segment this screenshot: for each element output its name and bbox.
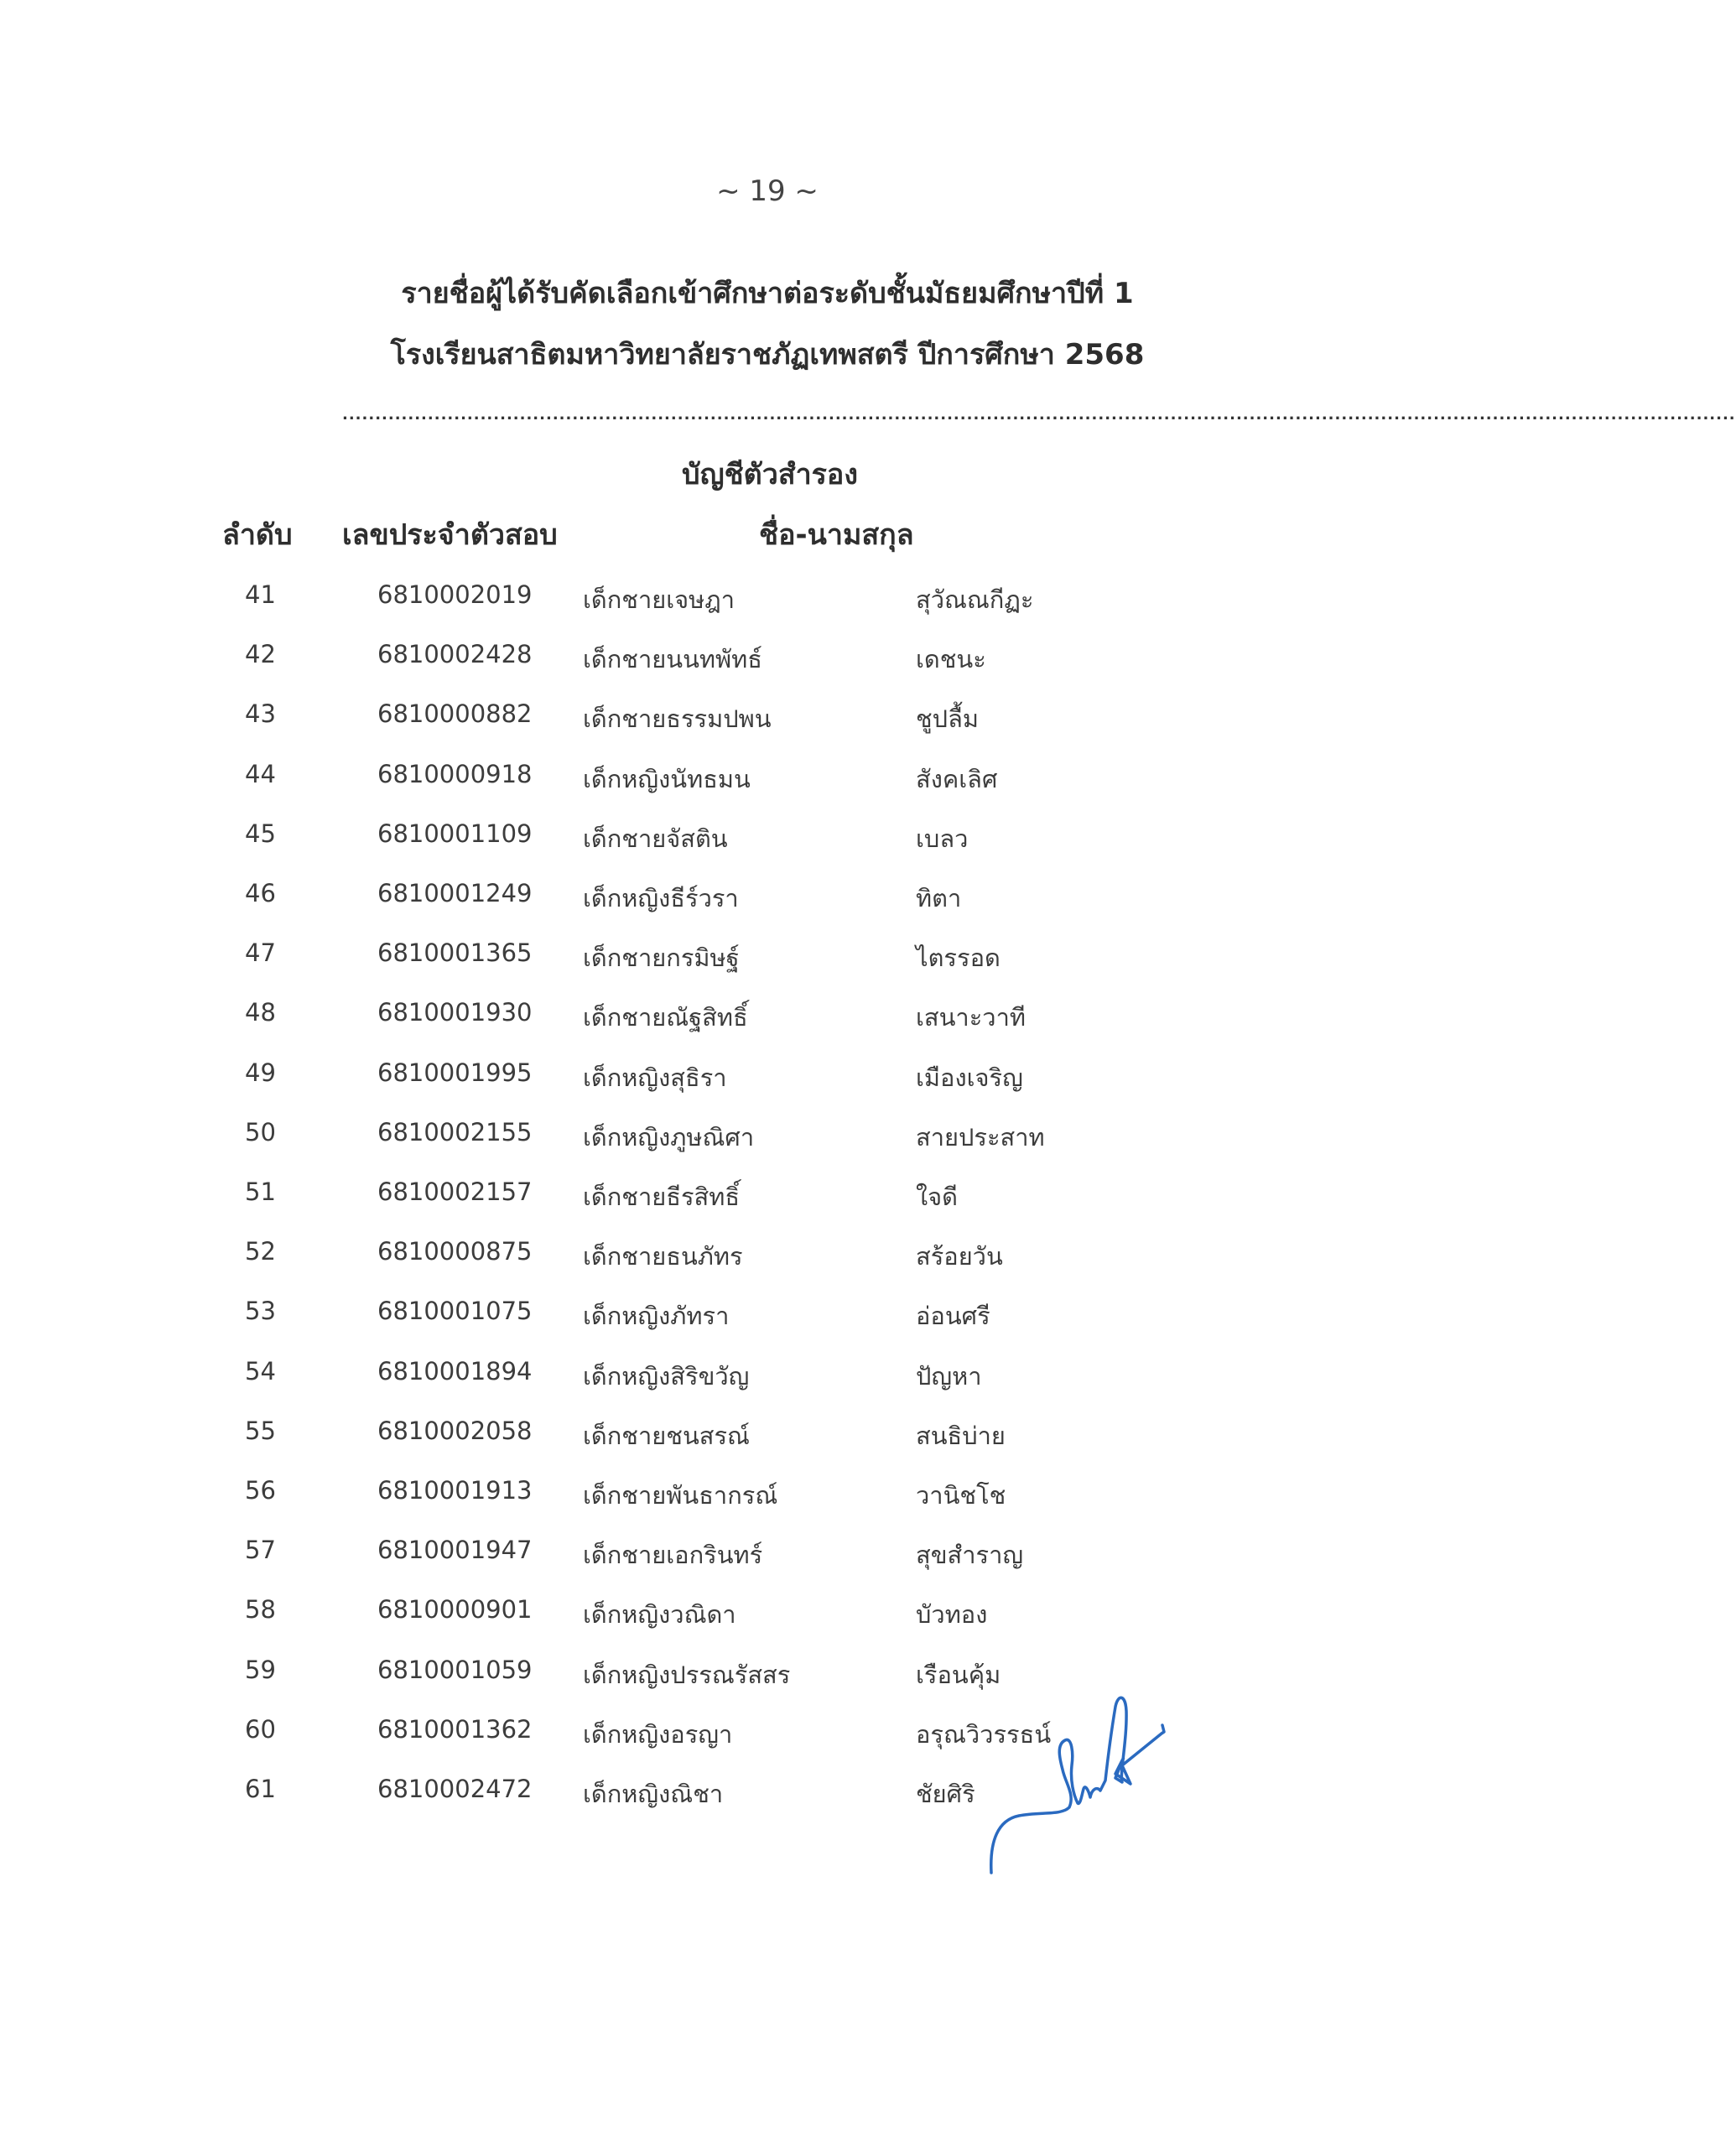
exam-id: 6810001930 <box>377 998 533 1027</box>
last-name: เดชนะ <box>916 645 986 674</box>
first-name: เด็กชายชนสรณ์ <box>583 1421 750 1450</box>
table-row <box>0 1417 1505 1467</box>
row-number: 41 <box>245 580 276 609</box>
row-number: 42 <box>245 640 276 669</box>
document-title-line-2: โรงเรียนสาธิตมหาวิทยาลัยราชภัฏเทพสตรี ปีการศึกษา 2568 <box>390 338 1145 372</box>
row-number: 50 <box>245 1117 276 1146</box>
row-number: 54 <box>245 1356 276 1385</box>
table-row <box>0 1237 1505 1287</box>
table-row <box>0 699 1505 750</box>
first-name: เด็กหญิงสุธิรา <box>583 1063 727 1092</box>
first-name: เด็กชายเจษฎา <box>583 585 735 614</box>
last-name: สุขสำราญ <box>916 1541 1024 1570</box>
column-header-name: ชื่อ-นามสกุล <box>759 518 914 552</box>
first-name: เด็กชายธรรมปพน <box>583 704 772 734</box>
last-name: บัวทอง <box>916 1600 988 1630</box>
row-number: 47 <box>245 938 276 968</box>
dotted-separator: .................................................................................................................................................................................................................... <box>342 406 1736 424</box>
table-row <box>0 640 1505 690</box>
last-name: ชูปลื้ม <box>916 704 979 734</box>
row-number: 45 <box>245 819 276 848</box>
table-row <box>0 1058 1505 1109</box>
first-name: เด็กหญิงณิชา <box>583 1780 724 1808</box>
table-row <box>0 1357 1505 1407</box>
first-name: เด็กชายธีรสิทธิ์ <box>583 1183 741 1211</box>
first-name: เด็กชายณัฐสิทธิ์ <box>583 1003 748 1032</box>
first-name: เด็กหญิงสิริขวัญ <box>583 1361 750 1391</box>
table-row <box>0 1656 1505 1706</box>
row-number: 58 <box>245 1595 276 1625</box>
row-number: 61 <box>245 1775 276 1803</box>
exam-id: 6810002157 <box>377 1177 533 1206</box>
table-row <box>0 998 1505 1048</box>
last-name: ปัญหา <box>916 1361 982 1391</box>
row-number: 59 <box>245 1655 276 1684</box>
last-name: เสนาะวาที <box>916 1003 1026 1032</box>
exam-id: 6810000901 <box>377 1595 533 1625</box>
table-row <box>0 1536 1505 1586</box>
first-name: เด็กหญิงปรรณรัสสร <box>583 1660 791 1689</box>
table-row <box>0 760 1505 810</box>
last-name: ใจดี <box>916 1183 958 1211</box>
row-number: 55 <box>245 1416 276 1445</box>
exam-id: 6810002058 <box>377 1416 533 1445</box>
table-row <box>0 879 1505 929</box>
exam-id: 6810001947 <box>377 1536 533 1565</box>
exam-id: 6810001995 <box>377 1058 533 1087</box>
last-name: อ่อนศรี <box>916 1302 990 1331</box>
row-number: 49 <box>245 1058 276 1087</box>
row-number: 56 <box>245 1476 276 1505</box>
exam-id: 6810001075 <box>377 1297 533 1326</box>
reserve-list-heading: บัญชีตัวสำรอง <box>682 458 858 491</box>
exam-id: 6810000875 <box>377 1237 533 1266</box>
column-header-exam-id: เลขประจำตัวสอบ <box>342 518 558 552</box>
document-title-line-1: รายชื่อผู้ได้รับคัดเลือกเข้าศึกษาต่อระดับชั้นมัธยมศึกษาปีที่ 1 <box>401 277 1134 310</box>
page-number: ~ 19 ~ <box>716 174 819 208</box>
exam-id: 6810001249 <box>377 879 533 907</box>
first-name: เด็กหญิงภูษณิศา <box>583 1122 755 1151</box>
last-name: ทิตา <box>916 884 962 912</box>
first-name: เด็กหญิงอรญา <box>583 1719 733 1749</box>
last-name: สนธิบ่าย <box>916 1421 1006 1450</box>
last-name: เบลว <box>916 824 969 853</box>
row-number: 60 <box>245 1714 276 1744</box>
last-name: ชัยศิริ <box>916 1780 975 1808</box>
exam-id: 6810002155 <box>377 1117 533 1146</box>
exam-id: 6810002428 <box>377 640 533 669</box>
last-name: เรือนคุ้ม <box>916 1660 1001 1689</box>
first-name: เด็กชายธนภัทร <box>583 1242 743 1271</box>
last-name: สังคเลิศ <box>916 764 998 793</box>
last-name: อรุณวิวรรธน์ <box>916 1719 1052 1749</box>
table-row <box>0 580 1505 631</box>
last-name: สร้อยวัน <box>916 1242 1003 1271</box>
table-row <box>0 1118 1505 1168</box>
last-name: สุวัณณกีฏะ <box>916 585 1034 614</box>
row-number: 43 <box>245 699 276 729</box>
exam-id: 6810002019 <box>377 580 533 609</box>
first-name: เด็กชายกรมิษฐ์ <box>583 944 740 973</box>
table-row <box>0 819 1505 870</box>
row-number: 51 <box>245 1177 276 1206</box>
column-header-no: ลำดับ <box>222 518 293 552</box>
last-name: วานิชโช <box>916 1481 1006 1510</box>
first-name: เด็กหญิงภัทรา <box>583 1302 730 1331</box>
row-number: 52 <box>245 1237 276 1266</box>
signature <box>981 1682 1174 1879</box>
row-number: 48 <box>245 998 276 1027</box>
exam-id: 6810000918 <box>377 759 533 788</box>
first-name: เด็กชายจัสติน <box>583 824 728 853</box>
exam-id: 6810001894 <box>377 1356 533 1385</box>
table-row <box>0 1595 1505 1645</box>
first-name: เด็กชายนนทพัทธ์ <box>583 645 762 674</box>
exam-id: 6810000882 <box>377 699 533 729</box>
row-number: 46 <box>245 879 276 907</box>
table-row <box>0 1715 1505 1765</box>
table-row <box>0 1177 1505 1228</box>
table-row <box>0 1297 1505 1347</box>
table-row <box>0 1476 1505 1526</box>
last-name: เมืองเจริญ <box>916 1063 1023 1092</box>
first-name: เด็กหญิงวณิดา <box>583 1600 736 1630</box>
first-name: เด็กหญิงธีร์วรา <box>583 884 739 912</box>
exam-id: 6810001109 <box>377 819 533 848</box>
last-name: ไตรรอด <box>916 944 1001 973</box>
last-name: สายประสาท <box>916 1122 1045 1151</box>
row-number: 53 <box>245 1297 276 1326</box>
exam-id: 6810001913 <box>377 1476 533 1505</box>
exam-id: 6810001362 <box>377 1714 533 1744</box>
row-number: 44 <box>245 759 276 788</box>
signature-stroke <box>991 1697 1164 1873</box>
exam-id: 6810001365 <box>377 938 533 968</box>
exam-id: 6810002472 <box>377 1775 533 1803</box>
row-number: 57 <box>245 1536 276 1565</box>
first-name: เด็กหญิงนัทธมน <box>583 764 751 793</box>
first-name: เด็กชายพันธากรณ์ <box>583 1481 778 1510</box>
table-row <box>0 938 1505 989</box>
table-row <box>0 1775 1505 1825</box>
first-name: เด็กชายเอกรินทร์ <box>583 1541 763 1570</box>
exam-id: 6810001059 <box>377 1655 533 1684</box>
